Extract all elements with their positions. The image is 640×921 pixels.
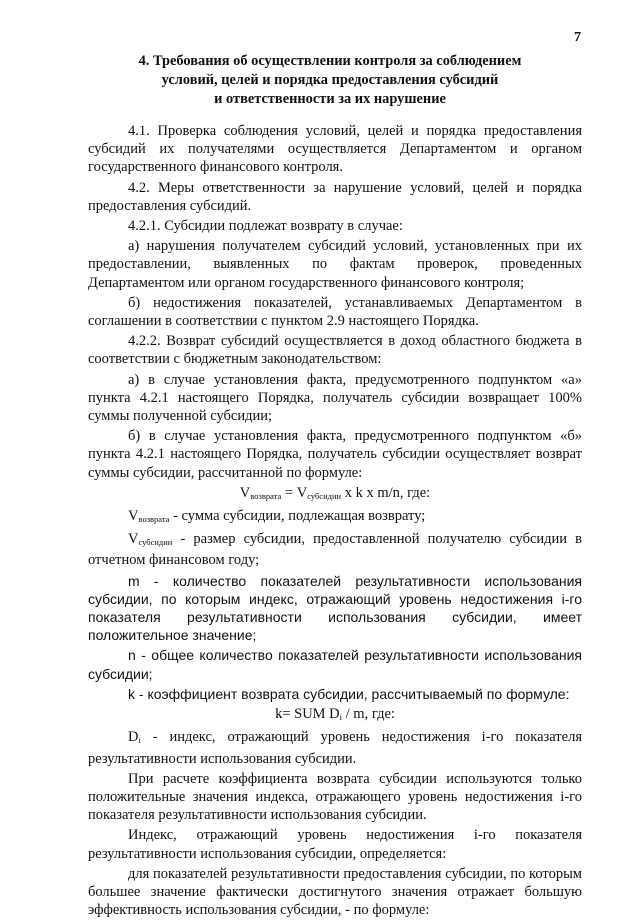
formula-v2: V xyxy=(296,484,308,501)
formula-sub-return: возврата xyxy=(250,490,282,501)
def-m-line: показателя результативности использования субсидии, имеет xyxy=(88,609,582,626)
def-v-return-text: - сумма субсидии, подлежащая возврату; xyxy=(169,508,426,525)
paragraph-item-a: а) нарушения получателем субсидий условий, установленных при их предоставлении, выявленных по фактам проверок, проведенных Департаментом или органом государственного финансового контроля; xyxy=(88,238,582,291)
paragraph-4-2-2: 4.2.2. Возврат субсидий осуществляется в доход областного бюджета в соответствии с бюджетным законодательством: xyxy=(88,333,582,368)
formula-eq: = xyxy=(281,484,297,501)
def-v-subsidy-text: - размер субсидии, предоставленной получателю субсидии в отчетном финансовом году; xyxy=(88,531,582,569)
paragraph-case-a: а) в случае установления факта, предусмотренного подпунктом «а» пункта 4.2.1 настоящего Порядка, получатель субсидии возвращает 100% суммы полученной субсидии; xyxy=(88,371,582,425)
formula-v: V xyxy=(239,484,251,501)
def-sub-return: возврата xyxy=(138,514,170,525)
paragraph-case-b: б) в случае установления факта, предусмотренного подпунктом «б» пункта 4.2.1 настоящего Порядка, получатель субсидии осуществляет возврат суммы субсидии, рассчитанной по формуле: xyxy=(88,428,582,481)
paragraph-item-b: б) недостижения показателей, устанавливаемых Департаментом в соглашении в соответствии с пунктом 2.9 настоящего Порядка. xyxy=(88,294,582,330)
formula-k-lhs: k= SUM D xyxy=(275,706,340,723)
heading-line: и ответственности за их нарушение xyxy=(214,91,446,107)
paragraph-4-1: 4.1. Проверка соблюдения условий, целей и порядка предоставления субсидий их получателями осуществляется Департаментом и органом государственного финансового контроля. xyxy=(88,123,582,176)
paragraph-4-2-1: 4.2.1. Субсидии подлежат возврату в случае: xyxy=(128,218,403,235)
document-body xyxy=(88,122,582,921)
definition-k: k - коэффициент возврата субсидии, рассчитываемый по формуле: xyxy=(128,685,570,702)
def-sub-subsidy: субсидии xyxy=(138,537,173,548)
def-d-letter: D xyxy=(128,729,139,746)
def-d-sub: i xyxy=(138,735,141,746)
formula-sub-subsidy: субсидии xyxy=(307,490,342,501)
definition-m xyxy=(88,572,582,645)
paragraph-index: Индекс, отражающий уровень недостижения i-го показателя результативности использования субсидии, определяется: xyxy=(88,827,582,862)
heading-line: условий, целей и порядка предоставления субсидий xyxy=(161,72,499,88)
page-number: 7 xyxy=(574,30,581,45)
def-m-line: m - количество показателей результативности использования xyxy=(128,572,582,589)
section-heading xyxy=(60,52,600,109)
formula-k xyxy=(88,705,582,726)
formula-tail: x k x m/n, где: xyxy=(341,484,431,501)
formula-return xyxy=(88,484,582,505)
paragraph-4-2: 4.2. Меры ответственности за нарушение условий, целей и порядка предоставления субсидий. xyxy=(88,179,582,214)
def-m-line: положительное значение; xyxy=(88,627,257,644)
paragraph-for: для показателей результативности предоставления субсидии, по которым большее значение фактически достигнутого значения отражает большую эффективность использования субсидии, - по формуле: xyxy=(88,865,582,919)
def-d-text: - индекс, отражающий уровень недостижения i-го показателя результативности использования субсидии. xyxy=(88,729,582,767)
heading-line: 4. Требования об осуществлении контроля за соблюдением xyxy=(138,53,522,69)
definition-v-subsidy xyxy=(88,530,582,569)
def-v2: V xyxy=(128,531,139,548)
def-v: V xyxy=(128,508,139,525)
definition-v-return xyxy=(88,507,582,528)
formula-k-sub: i xyxy=(339,712,343,723)
def-m-line: субсидии, по которым индекс, отражающий уровень недостижения i-го xyxy=(88,590,582,607)
paragraph-calc: При расчете коэффициента возврата субсидии используются только положительные значения индекса, отражающего уровень недостижения i-го показателя результативности использования субсидии. xyxy=(88,770,582,824)
definition-d xyxy=(88,728,582,767)
definition-n: n - общее количество показателей результативности использования субсидии; xyxy=(88,647,582,682)
formula-k-rhs: / m, где: xyxy=(342,706,395,723)
